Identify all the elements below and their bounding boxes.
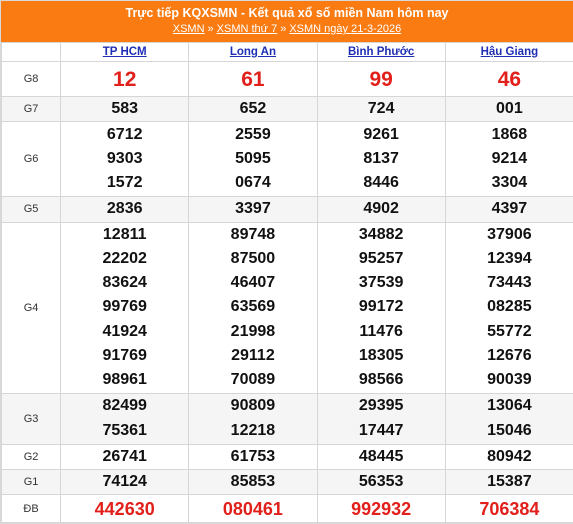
- breadcrumb-xsmn-weekday-link[interactable]: XSMN thứ 7: [216, 23, 278, 35]
- winning-number: 90809: [230, 397, 276, 415]
- prize-cell: [61, 122, 189, 197]
- breadcrumb-separator: »: [280, 23, 287, 35]
- winning-number: 12: [113, 67, 137, 91]
- prize-row-g7: [2, 97, 573, 122]
- breadcrumb: [1, 22, 573, 37]
- prize-cell: [189, 469, 317, 494]
- prize-cell: [189, 197, 317, 222]
- prize-cell: [445, 122, 573, 197]
- winning-number: 99: [369, 67, 393, 91]
- prize-label: G7: [2, 97, 61, 122]
- prize-label: G3: [2, 393, 61, 444]
- prize-cell: [317, 97, 445, 122]
- results-table: [1, 42, 573, 523]
- prize-row-g5: [2, 197, 573, 222]
- prize-cell: [445, 444, 573, 469]
- prize-cell: [61, 97, 189, 122]
- breadcrumb-separator: »: [207, 23, 214, 35]
- winning-number: 34882: [358, 225, 404, 243]
- winning-number: 15046: [487, 421, 532, 439]
- prize-cell: [445, 469, 573, 494]
- winning-number: 1572: [106, 174, 143, 192]
- prize-label: G4: [2, 222, 61, 393]
- province-link-hau-giang[interactable]: Hậu Giang: [480, 46, 539, 58]
- prize-row-g6: [2, 122, 573, 197]
- prize-cell: [189, 62, 317, 97]
- prize-cell: [61, 197, 189, 222]
- winning-number: 37906: [487, 225, 532, 243]
- prize-cell: [445, 197, 573, 222]
- prize-cell: [189, 444, 317, 469]
- prize-row-g2: [2, 444, 573, 469]
- prize-row-g8: [2, 62, 573, 97]
- prize-cell: [317, 197, 445, 222]
- winning-number: 706384: [479, 498, 540, 519]
- winning-number: 61: [241, 67, 265, 91]
- winning-number: 83624: [102, 274, 147, 292]
- winning-number: 41924: [102, 322, 147, 340]
- prize-label: G8: [2, 62, 61, 97]
- winning-number: 80942: [487, 447, 532, 465]
- prize-row-g3: [2, 393, 573, 444]
- winning-number: 98566: [358, 371, 404, 389]
- province-link-binh-phuoc[interactable]: Bình Phước: [347, 46, 415, 58]
- winning-number: 48445: [358, 447, 404, 465]
- prize-label: G5: [2, 197, 61, 222]
- prize-cell: [61, 495, 189, 523]
- winning-number: 652: [239, 100, 267, 117]
- winning-number: 89748: [230, 225, 276, 243]
- winning-number: 13064: [487, 397, 532, 415]
- winning-number: 11476: [359, 322, 403, 340]
- winning-number: 0674: [235, 174, 271, 192]
- prize-cell: [317, 444, 445, 469]
- prize-cell: [445, 97, 573, 122]
- winning-number: 12676: [487, 347, 532, 365]
- page-title: Trực tiếp KQXSMN - Kết quả xổ số miền Nam hôm nay: [125, 6, 449, 20]
- prize-table-body: [2, 62, 573, 523]
- province-header-row: [2, 43, 573, 62]
- winning-number: 99172: [358, 298, 404, 316]
- prize-cell: [189, 393, 317, 444]
- winning-number: 85853: [230, 472, 276, 490]
- prize-label-header: [2, 43, 61, 62]
- prize-cell: [317, 62, 445, 97]
- prize-label: G2: [2, 444, 61, 469]
- province-header: [61, 43, 189, 62]
- winning-number: 63569: [230, 298, 276, 316]
- winning-number: 55772: [487, 322, 532, 340]
- winning-number: 583: [111, 100, 139, 117]
- winning-number: 4397: [491, 200, 528, 218]
- winning-number: 9303: [106, 150, 143, 168]
- prize-cell: [61, 62, 189, 97]
- winning-number: 26741: [102, 447, 147, 465]
- winning-number: 2836: [106, 200, 143, 218]
- prize-cell: [61, 222, 189, 393]
- breadcrumb-xsmn-link[interactable]: XSMN: [172, 23, 205, 35]
- prize-cell: [189, 495, 317, 523]
- prize-cell: [61, 393, 189, 444]
- province-header: [189, 43, 317, 62]
- prize-cell: [61, 444, 189, 469]
- prize-cell: [445, 62, 573, 97]
- winning-number: 99769: [102, 298, 147, 316]
- winning-number: 8137: [363, 150, 399, 168]
- winning-number: 442630: [94, 498, 155, 519]
- winning-number: 5095: [235, 150, 271, 168]
- winning-number: 18305: [358, 347, 404, 365]
- winning-number: 08285: [487, 298, 532, 316]
- winning-number: 95257: [358, 249, 404, 267]
- prize-cell: [317, 222, 445, 393]
- winning-number: 001: [496, 100, 523, 117]
- winning-number: 3304: [491, 174, 528, 192]
- winning-number: 3397: [235, 200, 271, 218]
- prize-row-g1: [2, 469, 573, 494]
- province-link-tp-hcm[interactable]: TP HCM: [102, 46, 147, 58]
- prize-cell: [317, 393, 445, 444]
- prize-cell: [189, 122, 317, 197]
- winning-number: 98961: [102, 371, 147, 389]
- prize-cell: [445, 393, 573, 444]
- prize-label: G6: [2, 122, 61, 197]
- winning-number: 724: [367, 100, 395, 117]
- winning-number: 8446: [363, 174, 399, 192]
- province-link-long-an[interactable]: Long An: [229, 46, 277, 58]
- prize-cell: [317, 469, 445, 494]
- province-header: [317, 43, 445, 62]
- prize-cell: [317, 122, 445, 197]
- winning-number: 29112: [231, 347, 275, 365]
- results-header: [1, 1, 573, 42]
- winning-number: 17447: [358, 421, 404, 439]
- prize-cell: [189, 97, 317, 122]
- winning-number: 56353: [358, 472, 404, 490]
- winning-number: 73443: [487, 274, 532, 292]
- winning-number: 15387: [487, 472, 532, 490]
- winning-number: 37539: [358, 274, 404, 292]
- breadcrumb-xsmn-date-link[interactable]: XSMN ngày 21-3-2026: [289, 23, 402, 35]
- winning-number: 12394: [487, 249, 532, 267]
- winning-number: 12811: [102, 225, 147, 243]
- winning-number: 91769: [102, 347, 147, 365]
- prize-cell: [317, 495, 445, 523]
- winning-number: 12218: [230, 421, 276, 439]
- winning-number: 080461: [222, 498, 283, 519]
- winning-number: 4902: [363, 200, 399, 218]
- province-header: [445, 43, 573, 62]
- prize-cell: [445, 222, 573, 393]
- prize-row-db: [2, 495, 573, 523]
- prize-label: G1: [2, 469, 61, 494]
- winning-number: 46407: [230, 274, 276, 292]
- winning-number: 9214: [491, 150, 528, 168]
- winning-number: 21998: [230, 322, 276, 340]
- winning-number: 75361: [102, 421, 147, 439]
- winning-number: 6712: [106, 125, 143, 143]
- winning-number: 29395: [358, 397, 404, 415]
- winning-number: 1868: [491, 125, 528, 143]
- winning-number: 2559: [235, 125, 271, 143]
- prize-cell: [61, 469, 189, 494]
- prize-cell: [445, 495, 573, 523]
- winning-number: 61753: [230, 447, 276, 465]
- winning-number: 82499: [102, 397, 147, 415]
- winning-number: 22202: [102, 249, 147, 267]
- winning-number: 90039: [487, 371, 532, 389]
- winning-number: 70089: [230, 371, 276, 389]
- winning-number: 46: [497, 67, 522, 91]
- winning-number: 74124: [102, 472, 147, 490]
- winning-number: 87500: [230, 249, 276, 267]
- prize-row-g4: [2, 222, 573, 393]
- prize-cell: [189, 222, 317, 393]
- winning-number: 9261: [363, 125, 399, 143]
- prize-label: ĐB: [2, 495, 61, 523]
- winning-number: 992932: [351, 498, 412, 519]
